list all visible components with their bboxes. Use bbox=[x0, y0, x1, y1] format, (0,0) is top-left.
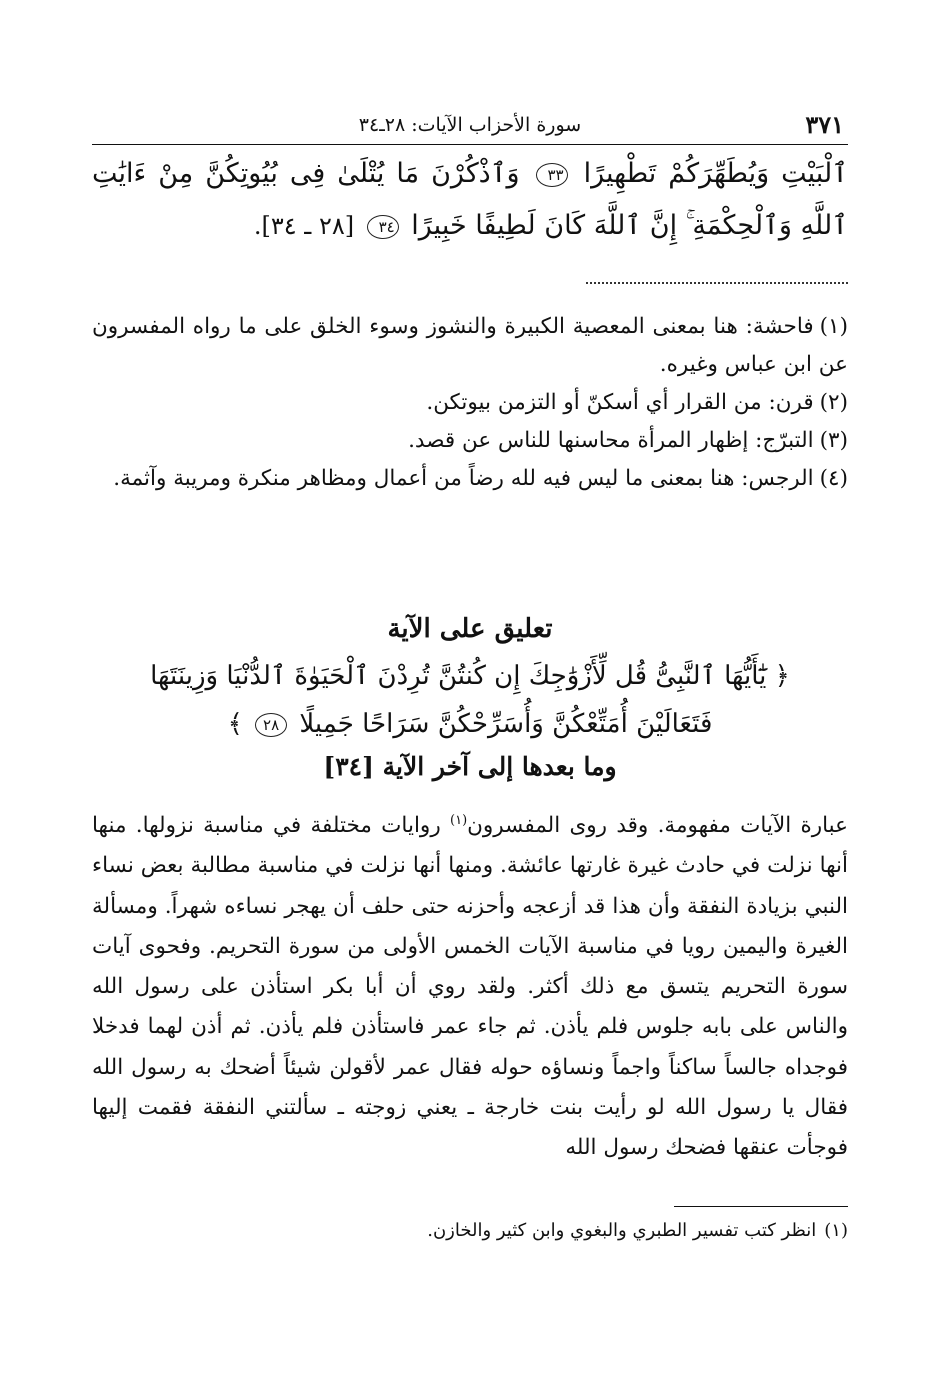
book-page bbox=[92, 0, 848, 1382]
ayah-number-marker: ٢٨ bbox=[255, 713, 287, 737]
note-text: قرن: من القرار أي أسكنّ أو التزمن بيوتكن. bbox=[426, 390, 814, 415]
note-number: (٢) bbox=[819, 390, 848, 415]
quran-verse-continuation bbox=[92, 148, 848, 252]
footnote-text: انظر كتب تفسير الطبري والبغوي وابن كثير والخازن. bbox=[427, 1220, 817, 1241]
section-heading: تعليق على الآية bbox=[387, 614, 553, 644]
body-paragraph bbox=[92, 806, 848, 1169]
ayah-number-marker: ٣٤ bbox=[367, 215, 399, 239]
glossary-note bbox=[92, 460, 848, 498]
note-text: الرجس: هنا بمعنى ما ليس فيه لله رضاً من أعمال ومظاهر منكرة ومريبة وآثمة. bbox=[113, 466, 814, 491]
verse-text: فَتَعَالَيْنَ أُمَتِّعْكُنَّ وَأُسَرِّحْكُنَّ سَرَاحًا جَمِيلًا bbox=[299, 709, 713, 739]
note-text: فاحشة: هنا بمعنى المعصية الكبيرة والنشوز وسوء الخلق على ما رواه المفسرون عن ابن عباس وغيره. bbox=[92, 314, 848, 377]
verse-range-reference: [٢٨ ـ ٣٤]. bbox=[253, 212, 355, 240]
glossary-note bbox=[92, 384, 848, 422]
verse-text: ٱلْبَيْتِ وَيُطَهِّرَكُمْ تَطْهِيرًا bbox=[583, 158, 848, 189]
body-text: روايات مختلفة في مناسبة نزولها. منها أنها نزلت في حادث غيرة غارتها عائشة. ومنها أنها نزلت في مناسبة مطالبة بعض نساء النبي بزيادة النفقة وأن هذا قد أزعجه وأحزنه حتى حلف أن يهجر نساءه شهراً. ومسألة الغيرة واليمين رويا في مناسبة الآيات الخمس الأولى من سورة التحريم. وفحوى آيات سورة التحريم يتسق مع ذلك أكثر. ولقد روي أن أبا بكر استأذن على رسول الله والناس على بابه جلوس فلم يأذن. ثم جاء عمر فاستأذن فلم يأذن. ثم أذن لهما فدخلا فوجداه جالساً ساكناً واجماً ونساؤه حوله فقال عمر لأقولن شيئاً أضحك به رسول الله فقال يا رسول الله لو رأيت بنت خارجة ـ يعني زوجته ـ سألتني النفقة فقمت إليها فوجأت عنقها فضحك رسول الله bbox=[92, 813, 848, 1161]
note-number: (٣) bbox=[819, 428, 848, 453]
verse-text: وَٱذْكُرْنَ مَا يُتْلَىٰ فِى بُيُوتِكُنَّ مِنْ ءَايَٰتِ ٱللَّهِ وَٱلْحِكْمَةِ ۚ إِنَّ ٱللَّهَ كَانَ لَطِيفًا خَبِيرًا bbox=[92, 158, 848, 241]
page-number: ٣٧١ bbox=[805, 110, 844, 139]
dotted-separator bbox=[586, 282, 848, 284]
glossary-note bbox=[92, 308, 848, 384]
page-header bbox=[92, 108, 848, 145]
verse-line bbox=[92, 700, 848, 748]
footnote-number: (١) bbox=[824, 1220, 848, 1241]
verse-close-bracket: ﴾ bbox=[227, 709, 243, 739]
note-number: (٤) bbox=[819, 466, 848, 491]
footnote-reference: (١) bbox=[450, 812, 468, 828]
running-title: سورة الأحزاب الآيات: ٢٨ـ٣٤ bbox=[358, 114, 582, 136]
section-heading-verse bbox=[92, 652, 848, 748]
section-subheading: وما بعدها إلى آخر الآية [٣٤] bbox=[323, 752, 617, 781]
footnote bbox=[92, 1220, 848, 1241]
ayah-number-marker: ٣٣ bbox=[536, 163, 568, 187]
note-number: (١) bbox=[819, 314, 848, 339]
note-text: التبرّج: إظهار المرأة محاسنها للناس عن قصد. bbox=[408, 428, 814, 453]
glossary-note bbox=[92, 422, 848, 460]
footnote-divider bbox=[674, 1206, 848, 1207]
glossary-notes bbox=[92, 308, 848, 498]
body-text: عبارة الآيات مفهومة. وقد روى المفسرون bbox=[467, 813, 848, 838]
verse-line: ﴿ يَٰٓأَيُّهَا ٱلنَّبِىُّ قُل لِّأَزْوَٰجِكَ إِن كُنتُنَّ تُرِدْنَ ٱلْحَيَوٰةَ ٱلدُّنْيَا وَزِينَتَهَا bbox=[150, 661, 790, 691]
